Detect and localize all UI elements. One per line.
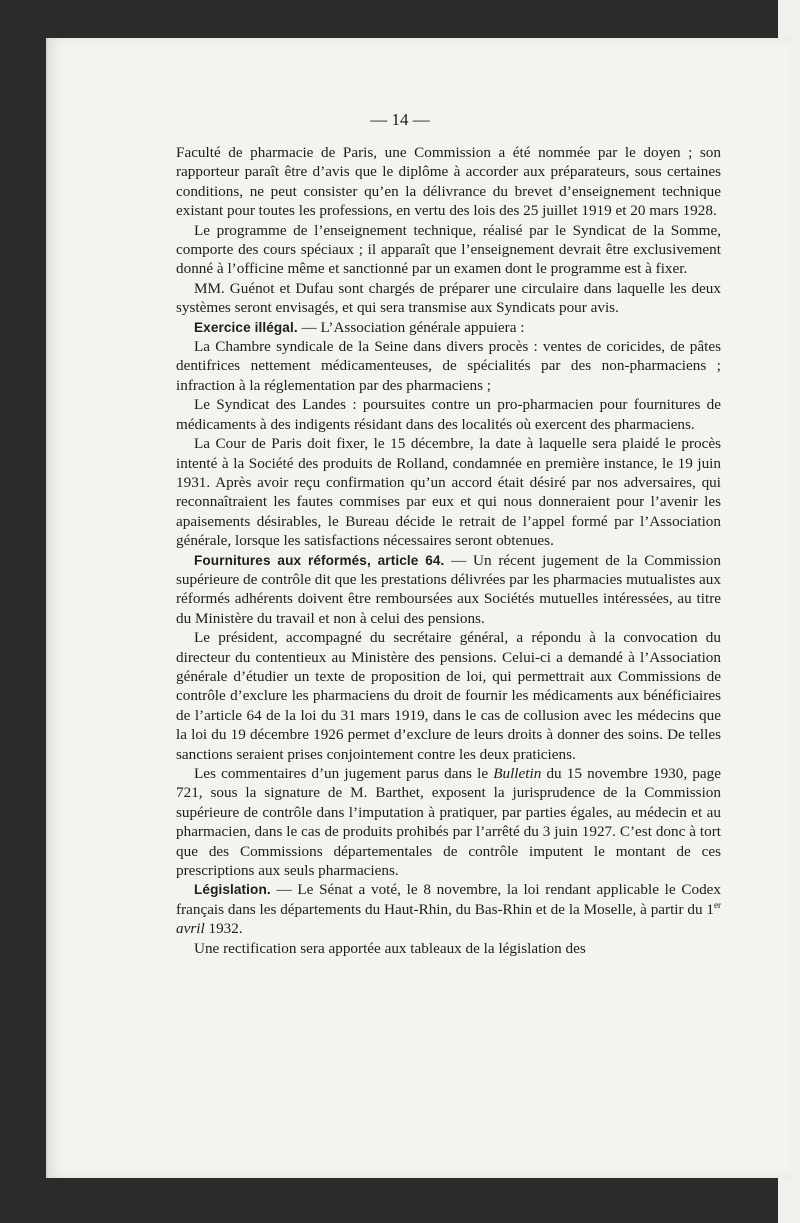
paragraph: MM. Guénot et Dufau sont chargés de préparer une circulaire dans laquelle les deux systèmes seront envisagés, et qui sera transmise aux Syndicats pour avis. [176,279,721,317]
paragraph-text: — Un récent jugement de la Commission supérieure de contrôle dit que les prestations délivrées par les pharmacies mutualistes aux réformés adhérents doivent être remboursées aux Sociétés mutuelles intéressées, au titre du Ministère du travail et non à celui des pensions. [176,551,721,627]
paragraph: Une rectification sera apportée aux tableaux de la législation des [194,939,586,957]
paragraph-text: du 15 novembre 1930, page 721, sous la signature de M. Barthet, exposent la jurisprudence de la Commission supérieure de contrôle dans l’imputation à pratiquer, par parties égales, au médecin et au pharmacien, dans le cas de produits prohibés par l’arrêté du 3 juin 1927. C’est donc à tort que des Commissions départementales de contrôle imputent le montant de ces prescriptions aux seuls pharmaciens. [176,765,721,880]
paragraph: Le président, accompagné du secrétaire général, a répondu à la convocation du directeur du contentieux au Ministère des pensions. Celui-ci a demandé à l’Association générale d’étudier un texte de proposition de loi, qui permettrait aux Commissions de contrôle d’exclure les pharmaciens du droit de fournir les médicaments aux bénéficiaires de l’article 64 de la loi du 31 mars 1919, dans le cas de collusion avec les médecins que la loi du 19 décembre 1926 permet d’exclure de leurs droits à donner des soins. De telles sanctions seraient prises conjointement contre les deux praticiens. [176,629,721,763]
paragraph [176,318,721,337]
section-heading: Législation. [194,882,271,898]
section-heading: Exercice illégal. [194,319,298,335]
paragraph [176,880,721,938]
paragraph: La Chambre syndicale de la Seine dans divers procès : ventes de coricides, de pâtes dentifrices nettement médicamenteuses, de spécialités par des non-pharmaciens ; infraction à la réglementation par des pharmaciens ; [176,338,721,394]
paragraph: La Cour de Paris doit fixer, le 15 décembre, la date à laquelle sera plaidé le procès intenté à la Société des produits de Rolland, condamnée en première instance, le 19 juin 1931. Après avoir reçu confirmation qu’un accord était désiré par nos adversaires, qui reconnaîtraient les fautes commises par eux et qui nous donneraient pour l’avenir les apaisements désirables, le Bureau décide le retrait de l’appel formé par l’Association générale, lorsque les satisfactions nécessaires seront obtenues. [176,435,721,550]
italic-word: avril [176,920,205,938]
paragraph-text: 1932. [204,920,243,938]
section-heading: Fournitures aux réformés, article 64. [194,552,445,568]
paragraph: Faculté de pharmacie de Paris, une Commission a été nommée par le doyen ; son rapporteur paraît être d’avis que le diplôme à accorder aux préparateurs, sous certaines conditions, ne peut consister qu’en la délivrance du brevet d’enseignement technique existant pour toutes les professions, en vertu des lois des 25 juillet 1919 et 20 mars 1928. [176,144,721,220]
document-body [176,143,721,958]
superscript: er [714,899,721,910]
paragraph [176,764,721,880]
paragraph-text: Les commentaires d’un jugement parus dans le [194,765,494,782]
paragraph [176,551,721,629]
italic-title: Bulletin [493,765,542,782]
page-number: — 14 — [370,110,430,129]
paragraph-text: — L’Association générale appuiera : [297,318,525,336]
paragraph: Le programme de l’enseignement technique, réalisé par le Syndicat de la Somme, comporte des cours spéciaux ; il apparaît que l’enseignement devrait être exclusivement donné à l’officine même et sanctionné par un examen dont le programme est à fixer. [176,221,721,278]
paragraph: Le Syndicat des Landes : poursuites contre un pro-pharmacien pour fournitures de médicaments à des indigents résidant dans des localités où exercent des pharmaciens. [176,396,721,433]
paragraph-text: — Le Sénat a voté, le 8 novembre, la loi rendant applicable le Codex français dans les départements du Haut-Rhin, du Bas-Rhin et de la Moselle, à partir du 1 [176,881,721,918]
